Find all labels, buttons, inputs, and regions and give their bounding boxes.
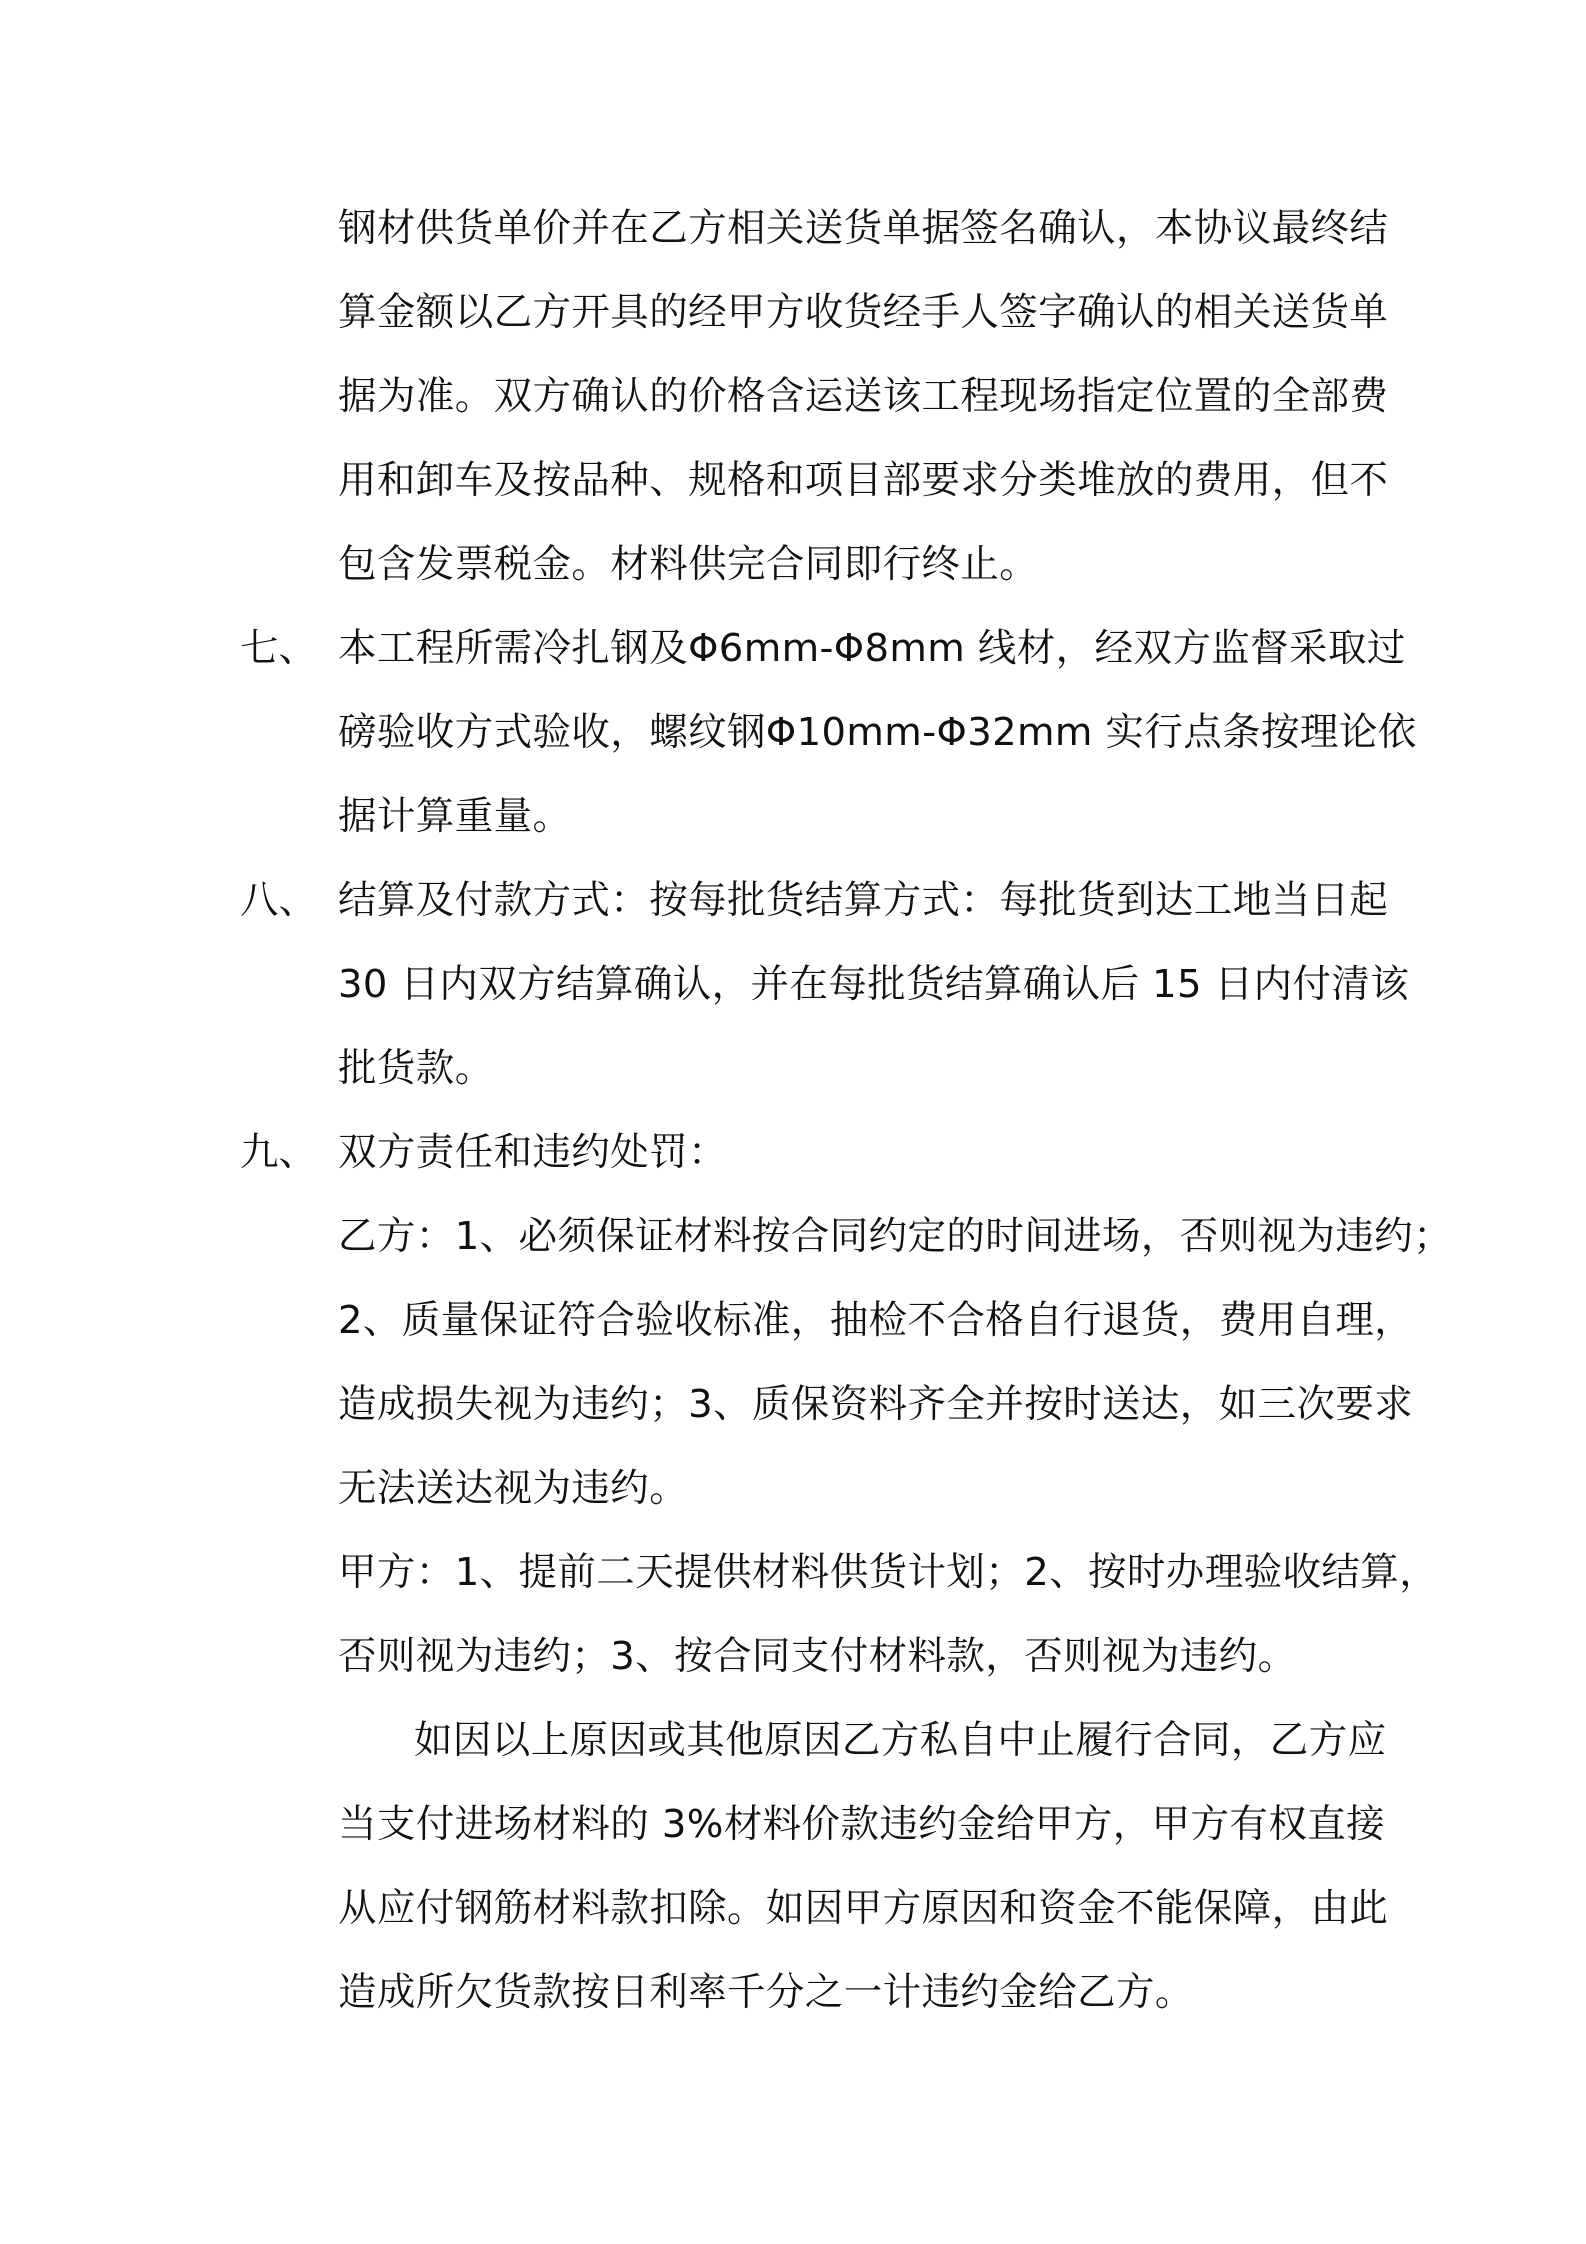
paragraph-line: 据为准。双方确认的价格含运送该工程现场指定位置的全部费 — [338, 374, 1389, 419]
penalty-line: 如因以上原因或其他原因乙方私自中止履行合同，乙方应 — [414, 1718, 1387, 1763]
party-a-line: 否则视为违约；3、按合同支付材料款，否则视为违约。 — [338, 1634, 1297, 1679]
penalty-line: 造成所欠货款按日利率千分之一计违约金给乙方。 — [338, 1970, 1194, 2015]
paragraph-line: 用和卸车及按品种、规格和项目部要求分类堆放的费用，但不 — [338, 458, 1389, 503]
section-line: 磅验收方式验收，螺纹钢Φ10mm-Φ32mm 实行点条按理论依 — [338, 710, 1417, 755]
penalty-line: 当支付进场材料的 3%材料价款违约金给甲方，甲方有权直接 — [338, 1802, 1386, 1847]
section-line: 据计算重量。 — [338, 794, 572, 839]
section-number: 八、 — [240, 878, 318, 923]
section-line: 结算及付款方式：按每批货结算方式：每批货到达工地当日起 — [338, 878, 1389, 923]
section-line: 30 日内双方结算确认，并在每批货结算确认后 15 日内付清该 — [338, 962, 1410, 1007]
section-number: 九、 — [240, 1130, 318, 1175]
section-heading: 双方责任和违约处罚： — [338, 1130, 728, 1175]
party-b-line: 造成损失视为违约；3、质保资料齐全并按时送达，如三次要求 — [338, 1382, 1414, 1427]
section-line: 本工程所需冷扎钢及Φ6mm-Φ8mm 线材，经双方监督采取过 — [338, 626, 1406, 671]
section-line: 批货款。 — [338, 1046, 494, 1091]
party-a-line: 甲方：1、提前二天提供材料供货计划；2、按时办理验收结算， — [338, 1550, 1439, 1595]
penalty-line: 从应付钢筋材料款扣除。如因甲方原因和资金不能保障，由此 — [338, 1886, 1389, 1931]
party-b-line: 乙方：1、必须保证材料按合同约定的时间进场，否则视为违约； — [338, 1214, 1453, 1259]
party-b-line: 2、质量保证符合验收标准，抽检不合格自行退货，费用自理， — [338, 1298, 1414, 1343]
paragraph-line: 包含发票税金。材料供完合同即行终止。 — [338, 542, 1039, 587]
section-number: 七、 — [240, 626, 318, 671]
party-b-line: 无法送达视为违约。 — [338, 1466, 689, 1511]
paragraph-line: 钢材供货单价并在乙方相关送货单据签名确认，本协议最终结 — [338, 206, 1389, 251]
paragraph-line: 算金额以乙方开具的经甲方收货经手人签字确认的相关送货单 — [338, 290, 1389, 335]
